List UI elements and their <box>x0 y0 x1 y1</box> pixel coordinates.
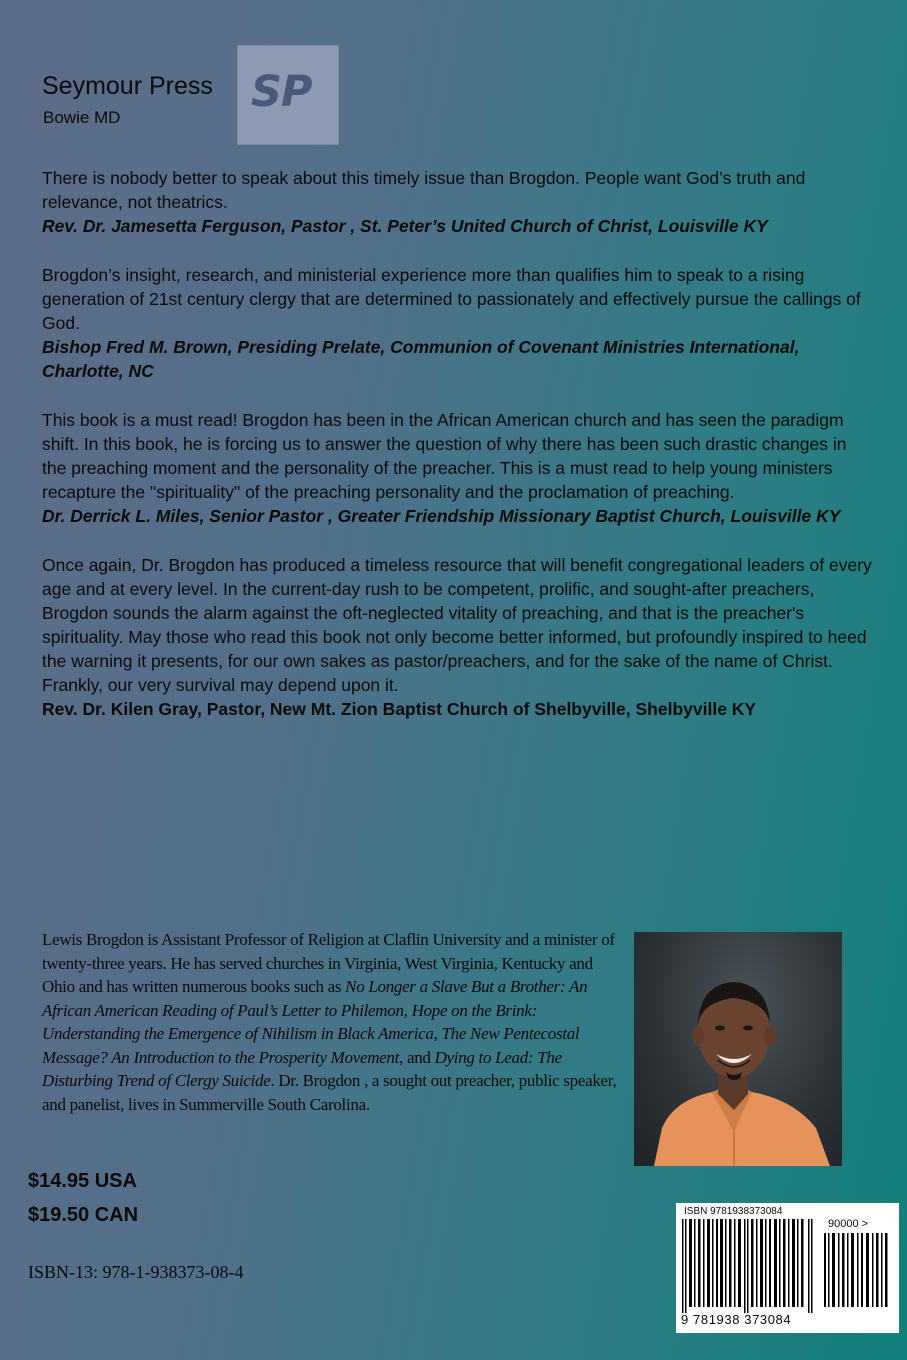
bio-book-titles: No Longer a Slave But a Brother: An African American Reading of Paul’s Letter to Philemon, Hope on the Brink: Understanding the Emergence of Nihilism in Black America, The New Pentecostal Message? An Introduction to the Prosperity Movement <box>42 977 588 1067</box>
bio-text: , and <box>399 1047 435 1067</box>
bio-text: Lewis Brogdon is Assistant Professor of Religion at Claflin University and a minister of twenty-three years. He has served churches in Virginia, West Virginia, Kentucky and Ohio and has written numerous books such as <box>42 930 615 996</box>
endorsement-text: Brogdon’s insight, research, and ministerial experience more than qualifies him to speak to a rising generation of 21st century clergy that are determined to passionately and effectively pursue the callings of God. <box>42 265 861 333</box>
isbn-13: ISBN-13: 978-1-938373-08-4 <box>28 1262 244 1282</box>
barcode-price-code: 90000 > <box>828 1218 869 1230</box>
endorsements <box>42 166 872 746</box>
endorsement <box>42 263 872 383</box>
publisher-name: Seymour Press <box>42 72 213 100</box>
publisher-logo <box>237 45 339 145</box>
price-usa: $14.95 USA <box>28 1170 137 1192</box>
endorsement-author: Rev. Dr. Kilen Gray, Pastor, New Mt. Zion Baptist Church of Shelbyville, Shelbyville KY <box>42 699 757 719</box>
endorsement-text: There is nobody better to speak about this timely issue than Brogdon. People want God’s truth and relevance, not theatrics. <box>42 168 806 212</box>
endorsement-author: Dr. Derrick L. Miles, Senior Pastor , Greater Friendship Missionary Baptist Church, Louisville KY <box>42 506 841 526</box>
endorsement-author: Rev. Dr. Jamesetta Ferguson, Pastor , St. Peter’s United Church of Christ, Louisville KY <box>42 216 768 236</box>
endorsement <box>42 553 872 721</box>
price-can: $19.50 CAN <box>28 1204 139 1226</box>
publisher-location: Bowie MD <box>43 108 121 127</box>
author-bio <box>42 928 622 1116</box>
barcode-digits: 9 781938 373084 <box>681 1312 792 1327</box>
endorsement-text: This book is a must read! Brogdon has been in the African American church and has seen the paradigm shift. In this book, he is forcing us to answer the question of why there has been such drastic changes in the preaching moment and the personality of the preacher. This is a must read to help young ministers recapture the "spirituality" of the preaching personality and the proclamation of preaching. <box>42 410 847 502</box>
publisher-logo-text: SP <box>251 67 312 117</box>
endorsement-author: Bishop Fred M. Brown, Presiding Prelate, Communion of Covenant Ministries International, Charlotte, NC <box>42 337 800 381</box>
barcode <box>676 1203 899 1333</box>
endorsement-text: Once again, Dr. Brogdon has produced a timeless resource that will benefit congregational leaders of every age and at every level. In the current-day rush to be competent, prolific, and sought-after preachers, Brogdon sounds the alarm against the oft-neglected vitality of preaching, and that is the preacher's spirituality. May those who read this book not only become better informed, but profoundly inspired to heed the warning it presents, for our own sakes as pastor/preachers, and for the sake of the name of Christ. Frankly, our very survival may depend upon it. <box>42 555 872 695</box>
barcode-bars <box>680 1219 816 1313</box>
author-photo <box>634 932 842 1166</box>
bio-text: . Dr. Brogdon , a sought out preacher, public speaker, and panelist, lives in Summerville South Carolina. <box>42 1071 617 1114</box>
endorsement <box>42 408 872 528</box>
bio-book-title: Dying to Lead: The Disturbing Trend of Clergy Suicide <box>42 1047 562 1090</box>
barcode-isbn-label: ISBN 9781938373084 <box>684 1206 783 1217</box>
barcode-addon-bars <box>822 1233 890 1307</box>
endorsement <box>42 166 872 238</box>
